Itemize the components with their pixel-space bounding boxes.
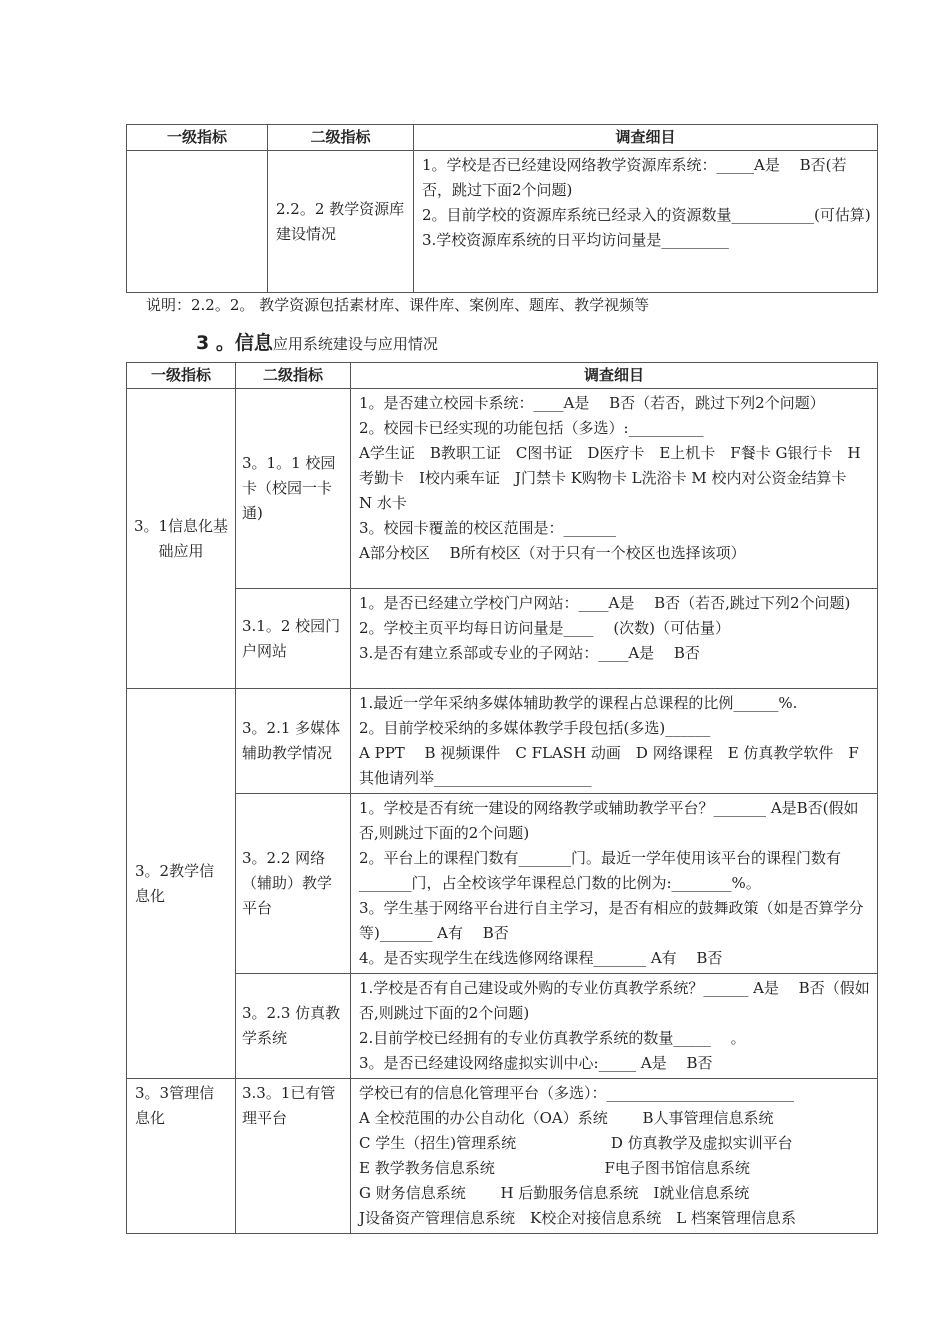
detail-line: 1。学校是否已经建设网络教学资源库系统：_____A是 B否(若否，跳过下面2个问题) [422, 156, 847, 199]
section-heading-sub: 应用系统建设与应用情况 [272, 335, 438, 353]
details-cell [351, 589, 878, 689]
details-cell [351, 794, 878, 974]
detail-line: 3.学校资源库系统的日平均访问量是_________ [422, 231, 729, 249]
header-level2: 二级指标 [236, 363, 351, 389]
section-heading-main: 3 。信息 [196, 332, 273, 354]
detail-line: 2。校园卡已经实现的功能包括（多选）:__________ [359, 419, 704, 437]
detail-line: 3。校园卡覆盖的校区范围是：_______ [359, 519, 617, 537]
detail-line: C 学生（招生)管理系统 D 仿真教学及虚拟实训平台 [359, 1134, 793, 1152]
detail-line: 4。是否实现学生在线选修网络课程_______ A有 B否 [359, 949, 723, 967]
level1-cell [127, 151, 268, 293]
detail-line: 2。目前学校采纳的多媒体教学手段包括(多选)______ [359, 719, 711, 737]
level2-cell: 3。2.2 网络（辅助）教学平台 [236, 794, 351, 974]
header-details: 调查细目 [351, 363, 878, 389]
detail-line: 2。目前学校的资源库系统已经录入的资源数量___________(可估算) [422, 206, 871, 224]
detail-line: A PPT B 视频课件 C FLASH 动画 D 网络课程 E 仿真教学软件 F 其他请列举_____________________ [359, 744, 864, 787]
detail-line: A 全校范围的办公自动化（OA）系统 B人事管理信息系统 [359, 1109, 774, 1127]
detail-line: 1。学校是否有统一建设的网络教学或辅助教学平台？_______ A是B否(假如否,则跳过下面的2个问题) [359, 799, 859, 842]
detail-line: 1。是否建立校园卡系统：____A是 B否（若否，跳过下列2个问题） [359, 394, 825, 412]
detail-line: J设备资产管理信息系统 K校企对接信息系统 L 档案管理信息系 [359, 1209, 796, 1227]
detail-line: 1。是否已经建立学校门户网站：____A是 B否（若否,跳过下列2个问题) [359, 594, 851, 612]
detail-line: 3。学生基于网络平台进行自主学习，是否有相应的鼓舞政策（如是否算学分等)_______ A有 B否 [359, 899, 864, 942]
level2-cell: 3。2.3 仿真教学系统 [236, 974, 351, 1079]
header-level1: 一级指标 [127, 125, 268, 151]
detail-line: 1.学校是否有自己建设或外购的专业仿真教学系统？______ A是 B否（假如否,则跳过下面的2个问题) [359, 979, 870, 1022]
details-cell [414, 151, 878, 293]
group-level1-cell: 3。2教学信息化 [127, 689, 236, 1079]
header-details: 调查细目 [414, 125, 878, 151]
level2-cell: 2.2。2 教学资源库建设情况 [268, 151, 414, 293]
header-level1: 一级指标 [127, 363, 236, 389]
detail-line: A学生证 B教职工证 C图书证 D医疗卡 E上机卡 F餐卡 G银行卡 H考勤卡 I校内乘车证 J门禁卡 K购物卡 L洗浴卡 M 校内对公资金结算卡 N 水卡 [359, 444, 862, 512]
note-text: 说明：2.2。2。 教学资源包括素材库、课件库、案例库、题库、教学视频等 [146, 296, 650, 314]
detail-line: 2。学校主页平均每日访问量是____ (次数)（可估量） [359, 619, 731, 637]
details-cell [351, 689, 878, 794]
detail-line: 1.最近一学年采纳多媒体辅助教学的课程占总课程的比例______%. [359, 694, 798, 712]
details-cell [351, 1079, 878, 1234]
detail-line: 2.目前学校已经拥有的专业仿真教学系统的数量_____ 。 [359, 1029, 746, 1047]
section-heading [196, 328, 438, 355]
details-cell [351, 974, 878, 1079]
detail-line: E 教学教务信息系统 F电子图书馆信息系统 [359, 1159, 750, 1177]
details-cell [351, 389, 878, 589]
resource-library-table [126, 124, 878, 293]
level2-cell: 3.3。1已有管理平台 [236, 1079, 351, 1234]
level2-cell: 3。2.1 多媒体辅助教学情况 [236, 689, 351, 794]
header-level2: 二级指标 [268, 125, 414, 151]
detail-line: 3。是否已经建设网络虚拟实训中心:_____ A是 B否 [359, 1054, 713, 1072]
group-level1-cell: 3。1信息化基础应用 [127, 389, 236, 689]
level2-cell: 3.1。2 校园门户网站 [236, 589, 351, 689]
detail-line: A部分校区 B所有校区（对于只有一个校区也选择该项） [359, 544, 746, 562]
detail-line: 3.是否有建立系部或专业的子网站：____A是 B否 [359, 644, 700, 662]
group-level1-cell: 3。3管理信息化 [127, 1079, 236, 1234]
info-application-table [126, 362, 878, 1234]
level2-cell: 3。1。1 校园卡（校园一卡通) [236, 389, 351, 589]
detail-line: 学校已有的信息化管理平台（多选）：_________________________ [359, 1084, 795, 1102]
detail-line: 2。平台上的课程门数有_______门。最近一学年使用该平台的课程门数有_______门，占全校该学年课程总门数的比例为:________%。 [359, 849, 842, 892]
detail-line: G 财务信息系统 H 后勤服务信息系统 I就业信息系统 [359, 1184, 750, 1202]
